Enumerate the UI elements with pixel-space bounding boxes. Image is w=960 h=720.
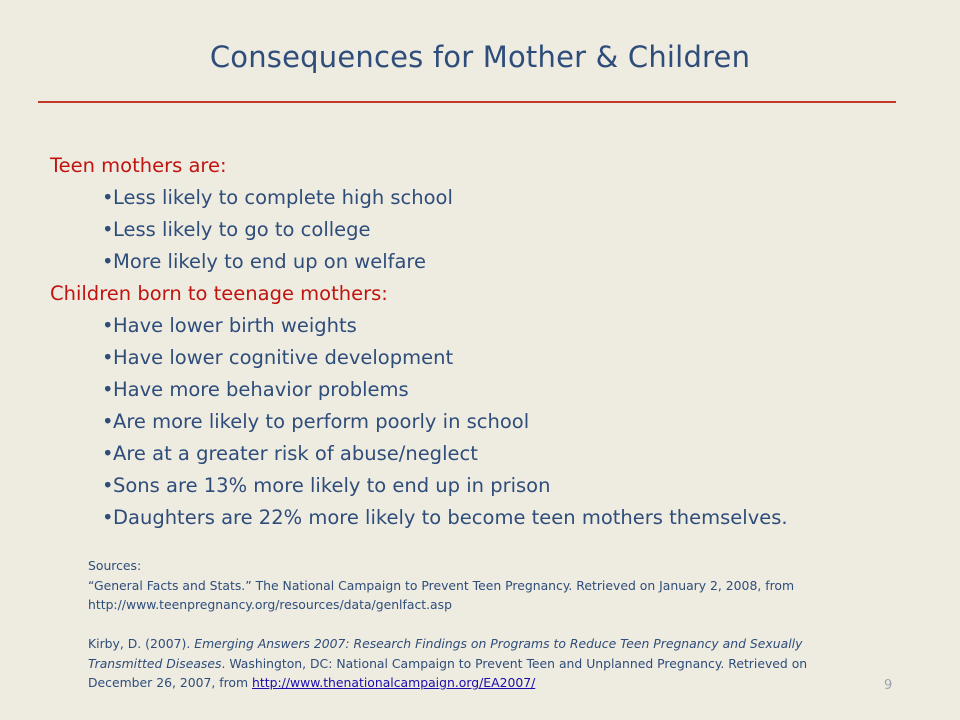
sources-spacer bbox=[88, 615, 888, 635]
bullet-icon: • bbox=[102, 314, 114, 337]
bullet-item: • Are more likely to perform poorly in school bbox=[50, 406, 930, 438]
bullet-icon: • bbox=[102, 506, 114, 529]
bullet-icon: • bbox=[102, 378, 114, 401]
title-divider bbox=[38, 101, 896, 103]
bullet-icon: • bbox=[102, 442, 114, 465]
source-1-line-1: “General Facts and Stats.” The National Campaign to Prevent Teen Pregnancy. Retrieved on January 2, 2008, from bbox=[88, 577, 795, 593]
source-2-line-1: Kirby, D. (2007). Emerging Answers 2007: Research Findings on Programs to Reduce Teen Pregnancy and Sexually bbox=[88, 636, 803, 651]
bullet-item: • Sons are 13% more likely to end up in prison bbox=[50, 470, 930, 502]
slide-body bbox=[50, 150, 930, 534]
bullet-icon: • bbox=[102, 250, 114, 273]
sources-label: Sources: bbox=[88, 558, 142, 573]
bullet-item: • Less likely to go to college bbox=[50, 214, 930, 246]
bullet-icon: • bbox=[102, 474, 114, 497]
source-2-line-2: Transmitted Diseases. Washington, DC: National Campaign to Prevent Teen and Unplanned Pregnancy. Retrieved on bbox=[88, 655, 808, 671]
bullet-icon: • bbox=[102, 410, 114, 433]
page-number: 9 bbox=[884, 678, 893, 693]
sources-block bbox=[88, 556, 888, 693]
bullet-item: • Have more behavior problems bbox=[50, 374, 930, 406]
bullet-icon: • bbox=[102, 346, 114, 369]
bullet-icon: • bbox=[102, 186, 114, 209]
bullet-item: • Are at a greater risk of abuse/neglect bbox=[50, 438, 930, 470]
source-1-line-2: http://www.teenpregnancy.org/resources/data/genlfact.asp bbox=[88, 597, 452, 612]
bullet-item: • Have lower cognitive development bbox=[50, 342, 930, 374]
source-2-link[interactable]: http://www.thenationalcampaign.org/EA2007/ bbox=[252, 675, 536, 690]
bullet-icon: • bbox=[102, 218, 114, 241]
section-heading-children: Children born to teenage mothers: bbox=[50, 282, 388, 305]
section-heading-teen-mothers: Teen mothers are: bbox=[50, 154, 227, 177]
source-2-line-3: December 26, 2007, from http://www.thenationalcampaign.org/EA2007/ bbox=[88, 675, 536, 690]
slide-title: Consequences for Mother & Children bbox=[209, 40, 751, 74]
bullet-item: • More likely to end up on welfare bbox=[50, 246, 930, 278]
bullet-item: • Less likely to complete high school bbox=[50, 182, 930, 214]
bullet-item: • Have lower birth weights bbox=[50, 310, 930, 342]
bullet-item: • Daughters are 22% more likely to become teen mothers themselves. bbox=[50, 502, 930, 534]
